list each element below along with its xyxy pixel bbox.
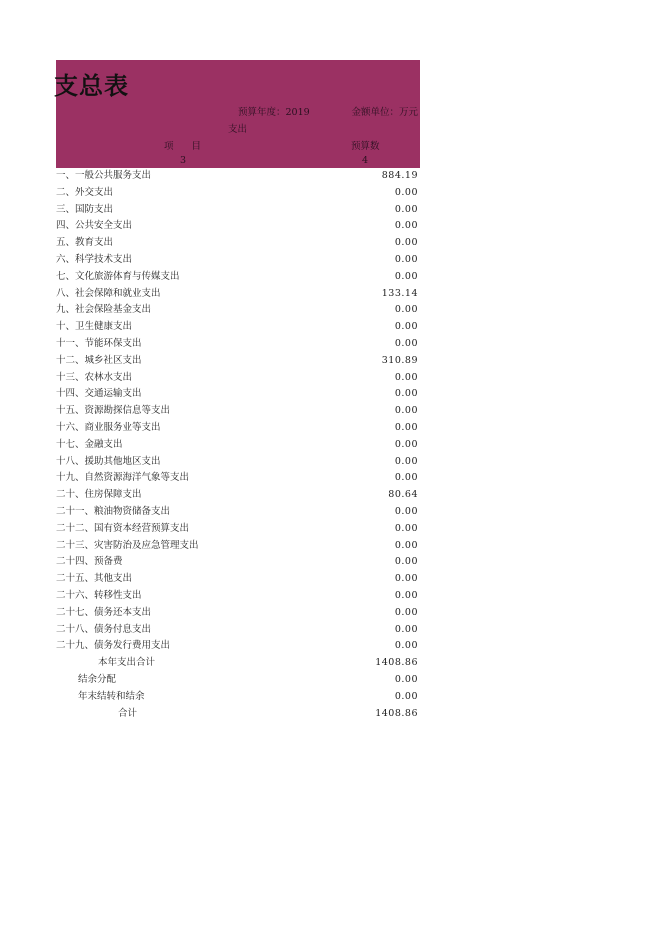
row-value: 0.00 <box>394 321 418 333</box>
row-name: 十三、农林水支出 <box>56 371 133 383</box>
row-value: 310.89 <box>381 354 418 366</box>
surplus-row <box>56 672 420 689</box>
table-row <box>56 185 420 202</box>
table-row <box>56 538 420 555</box>
grand-total-value: 1408.86 <box>375 707 418 719</box>
column-header-item-a: 项 <box>164 141 174 152</box>
row-name: 二十一、粮油物资储备支出 <box>56 505 171 517</box>
row-value: 0.00 <box>394 556 418 568</box>
row-value: 0.00 <box>394 421 418 433</box>
row-value: 0.00 <box>394 220 418 232</box>
column-header-item-b: 目 <box>191 141 202 152</box>
row-name: 二、外交支出 <box>56 186 114 198</box>
row-name: 七、文化旅游体育与传媒支出 <box>56 270 180 282</box>
year-total-label: 本年支出合计 <box>98 657 156 669</box>
column-index-3: 3 <box>180 155 187 166</box>
row-value: 0.00 <box>394 270 418 282</box>
row-value: 0.00 <box>394 186 418 198</box>
table-row <box>56 420 420 437</box>
row-value: 80.64 <box>388 489 418 501</box>
row-name: 八、社会保障和就业支出 <box>56 287 161 299</box>
budget-sheet <box>56 60 420 722</box>
row-value: 0.00 <box>394 388 418 400</box>
grand-total-row <box>56 706 420 723</box>
row-value: 0.00 <box>394 522 418 534</box>
table-row <box>56 605 420 622</box>
row-value: 0.00 <box>394 573 418 585</box>
table-row <box>56 487 420 504</box>
row-value: 884.19 <box>381 170 418 181</box>
carryover-row <box>56 689 420 706</box>
table-row <box>56 588 420 605</box>
table-row <box>56 554 420 571</box>
table-row <box>56 319 420 336</box>
row-name: 十六、商业服务业等支出 <box>56 421 161 433</box>
row-name: 二十九、债务发行费用支出 <box>56 640 171 652</box>
row-name: 五、教育支出 <box>56 237 114 249</box>
table-row <box>56 336 420 353</box>
row-value: 0.00 <box>394 539 418 551</box>
table-row <box>56 622 420 639</box>
column-header-item <box>164 138 201 152</box>
year-total-value: 1408.86 <box>375 657 418 669</box>
table-row <box>56 470 420 487</box>
row-value: 0.00 <box>394 405 418 417</box>
row-name: 二十、住房保障支出 <box>56 489 142 501</box>
grand-total-label: 合计 <box>118 707 138 719</box>
table-row <box>56 403 420 420</box>
unit-label: 金额单位：万元 <box>351 107 418 118</box>
table-row <box>56 454 420 471</box>
expenditure-header: 支出 <box>228 124 248 135</box>
table-row <box>56 437 420 454</box>
column-header-amount: 预算数 <box>351 141 380 152</box>
row-name: 二十六、转移性支出 <box>56 589 142 601</box>
row-value: 0.00 <box>394 606 418 618</box>
page-title: 支总表 <box>54 71 129 100</box>
row-value: 0.00 <box>394 337 418 349</box>
row-name: 十五、资源勘探信息等支出 <box>56 405 171 417</box>
row-name: 十九、自然资源海洋气象等支出 <box>56 472 190 484</box>
table-row <box>56 571 420 588</box>
row-name: 一、一般公共服务支出 <box>56 170 152 181</box>
row-value: 0.00 <box>394 589 418 601</box>
surplus-value: 0.00 <box>394 673 418 685</box>
header-band <box>56 60 420 168</box>
row-name: 四、公共安全支出 <box>56 220 133 232</box>
table-row <box>56 269 420 286</box>
table-row <box>56 302 420 319</box>
row-name: 十四、交通运输支出 <box>56 388 142 400</box>
year-total-row <box>56 655 420 672</box>
row-value: 0.00 <box>394 640 418 652</box>
row-name: 二十四、预备费 <box>56 556 123 568</box>
table-row <box>56 638 420 655</box>
row-name: 三、国防支出 <box>56 203 114 215</box>
carryover-label: 年末结转和结余 <box>78 690 145 702</box>
row-value: 0.00 <box>394 455 418 467</box>
row-name: 二十二、国有资本经营预算支出 <box>56 522 190 534</box>
table-row <box>56 504 420 521</box>
table-row <box>56 218 420 235</box>
row-name: 二十七、债务还本支出 <box>56 606 152 618</box>
row-value: 0.00 <box>394 505 418 517</box>
table-row <box>56 252 420 269</box>
budget-year-label: 预算年度：2019 <box>238 107 310 118</box>
table-row <box>56 386 420 403</box>
row-value: 133.14 <box>381 287 418 299</box>
row-value: 0.00 <box>394 304 418 316</box>
column-index-4: 4 <box>362 155 369 166</box>
row-name: 二十八、债务付息支出 <box>56 623 152 635</box>
row-value: 0.00 <box>394 472 418 484</box>
surplus-label: 结余分配 <box>78 673 117 685</box>
row-name: 十八、援助其他地区支出 <box>56 455 161 467</box>
row-name: 二十三、灾害防治及应急管理支出 <box>56 539 199 551</box>
table-row <box>56 521 420 538</box>
row-value: 0.00 <box>394 438 418 450</box>
row-name: 十七、金融支出 <box>56 438 123 450</box>
table-row <box>56 202 420 219</box>
table-row <box>56 370 420 387</box>
row-name: 二十五、其他支出 <box>56 573 133 585</box>
table-row <box>56 353 420 370</box>
row-name: 六、科学技术支出 <box>56 253 133 265</box>
row-name: 十、卫生健康支出 <box>56 321 133 333</box>
expenditure-table <box>56 168 420 722</box>
row-value: 0.00 <box>394 623 418 635</box>
carryover-value: 0.00 <box>394 690 418 702</box>
row-value: 0.00 <box>394 371 418 383</box>
row-name: 十二、城乡社区支出 <box>56 354 142 366</box>
row-value: 0.00 <box>394 203 418 215</box>
row-value: 0.00 <box>394 253 418 265</box>
table-row <box>56 286 420 303</box>
table-row <box>56 235 420 252</box>
table-row <box>56 168 420 185</box>
row-name: 十一、节能环保支出 <box>56 337 142 349</box>
row-value: 0.00 <box>394 237 418 249</box>
row-name: 九、社会保险基金支出 <box>56 304 152 316</box>
